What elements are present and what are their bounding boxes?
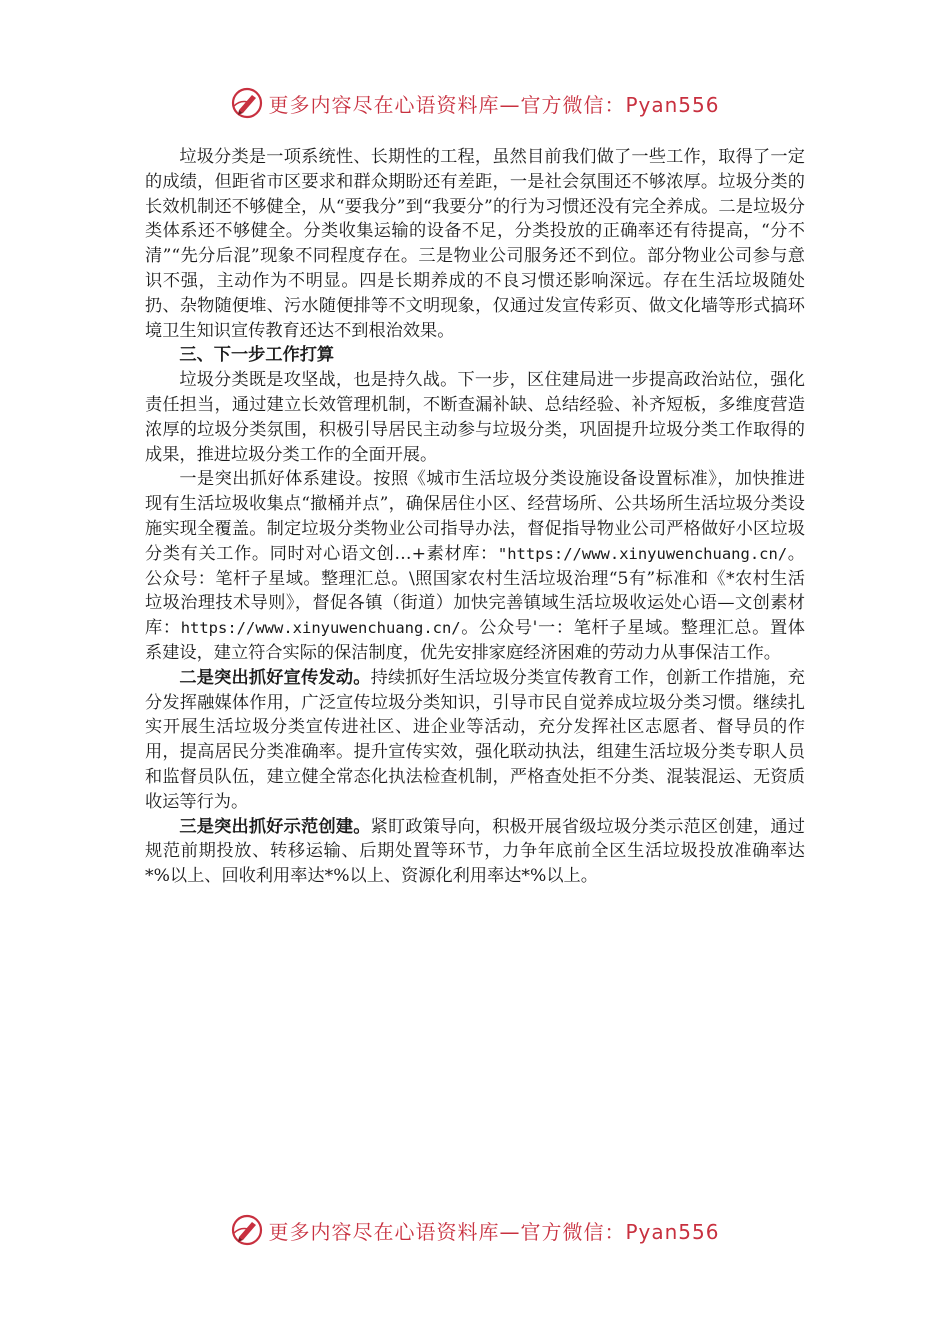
pen-circle-logo-icon (230, 86, 264, 120)
paragraph-system-building (145, 467, 805, 665)
paragraph-publicity (145, 666, 805, 815)
text-segment: 紧盯政策导向，积极开展省级垃圾分类示范区创建，通过规范前期投放、转移运输、后期处置等环节，力争年底前全区生活垃圾投放准确率达*%以上、回收利用率达*%以上、资源化利用率达*%以上。 (145, 816, 805, 887)
section-heading: 三、下一步工作打算 (179, 345, 335, 366)
text-segment: 持续抓好生活垃圾分类宣传教育工作，创新工作措施，充分发挥融媒体作用，广泛宣传垃圾分类知识，引导市民自觉养成垃圾分类习惯。继续扎实开展生活垃圾分类宣传进社区、进企业等活动，充分发挥社区志愿者、督导员的作用，提高居民分类准确率。提升宣传实效，强化联动执法，组建生活垃圾分类专职人员和监督员队伍，建立健全常态化执法检查机制，严格查处拒不分类、混装混运、无资质收运等行为。 (145, 667, 805, 812)
footer-banner (0, 1210, 950, 1250)
banner-text: 更多内容尽在心语资料库—官方微信：Pyan556 (268, 92, 720, 117)
paragraph-plan-intro: 垃圾分类既是攻坚战，也是持久战。下一步，区住建局进一步提高政治站位，强化责任担当，通过建立长效管理机制，不断查漏补缺、总结经验、补齐短板，多维度营造浓厚的垃圾分类氛围，积极引导居民主动参与垃圾分类，巩固提升垃圾分类工作取得的成果，推进垃圾分类工作的全面开展。 (145, 370, 805, 465)
paragraph-lead: 二是突出抓好宣传发动。 (179, 667, 371, 688)
paragraph-demonstration (145, 815, 805, 889)
url-text: https://www.xinyuwenchuang.cn/ (180, 619, 461, 638)
header-banner (0, 83, 950, 123)
text-segment: 。公众号'一：笔杆子星域。整理汇总。置体系建设，建立符合实际的保洁制度，优先安排家庭经济困难的劳动力从事保洁工作。 (145, 618, 805, 663)
paragraph-problems: 垃圾分类是一项系统性、长期性的工程，虽然目前我们做了一些工作，取得了一定的成绩，但距省市区要求和群众期盼还有差距，一是社会氛围还不够浓厚。垃圾分类的长效机制还不够健全，从“要我分”到“我要分”的行为习惯还没有完全养成。二是垃圾分类体系还不够健全。分类收集运输的设备不足，分类投放的正确率还有待提高，“分不清”“先分后混”现象不同程度存在。三是物业公司服务还不到位。部分物业公司参与意识不强，主动作为不明显。四是长期养成的不良习惯还影响深远。存在生活垃圾随处扔、杂物随便堆、污水随便排等不文明现象，仅通过发宣传彩页、做文化墙等形式搞环境卫生知识宣传教育还达不到根治效果。 (145, 147, 805, 341)
paragraph-lead: 三是突出抓好示范创建。 (179, 816, 371, 837)
document-body (145, 145, 805, 889)
banner-text: 更多内容尽在心语资料库—官方微信：Pyan556 (268, 1219, 720, 1244)
url-text: "https://www.xinyuwenchuang.cn/ (497, 544, 788, 563)
text-segment: 一是突出抓好体系建设。按照《城市生活垃圾分类设施设备设置标准》，加快推进现有生活垃圾收集点“撤桶并点”，确保居住小区、经营场所、公共场所生活垃圾分类设施实现全覆盖。制定垃圾分类物业公司指导办法，督促指导物业公司严格做好小区垃圾分类有关工作。同时对心语文创…+素材库： (145, 469, 805, 564)
pen-circle-logo-icon (230, 1213, 264, 1247)
text-segment: 。公众号：笔杆子星域。整理汇总。\照国家农村生活垃圾治理“5有”标准和《*农村生活垃圾治理技术导则》，督促各镇（街道）加快完善镇域生活垃圾收运处心语—文创素材库： (145, 543, 805, 639)
